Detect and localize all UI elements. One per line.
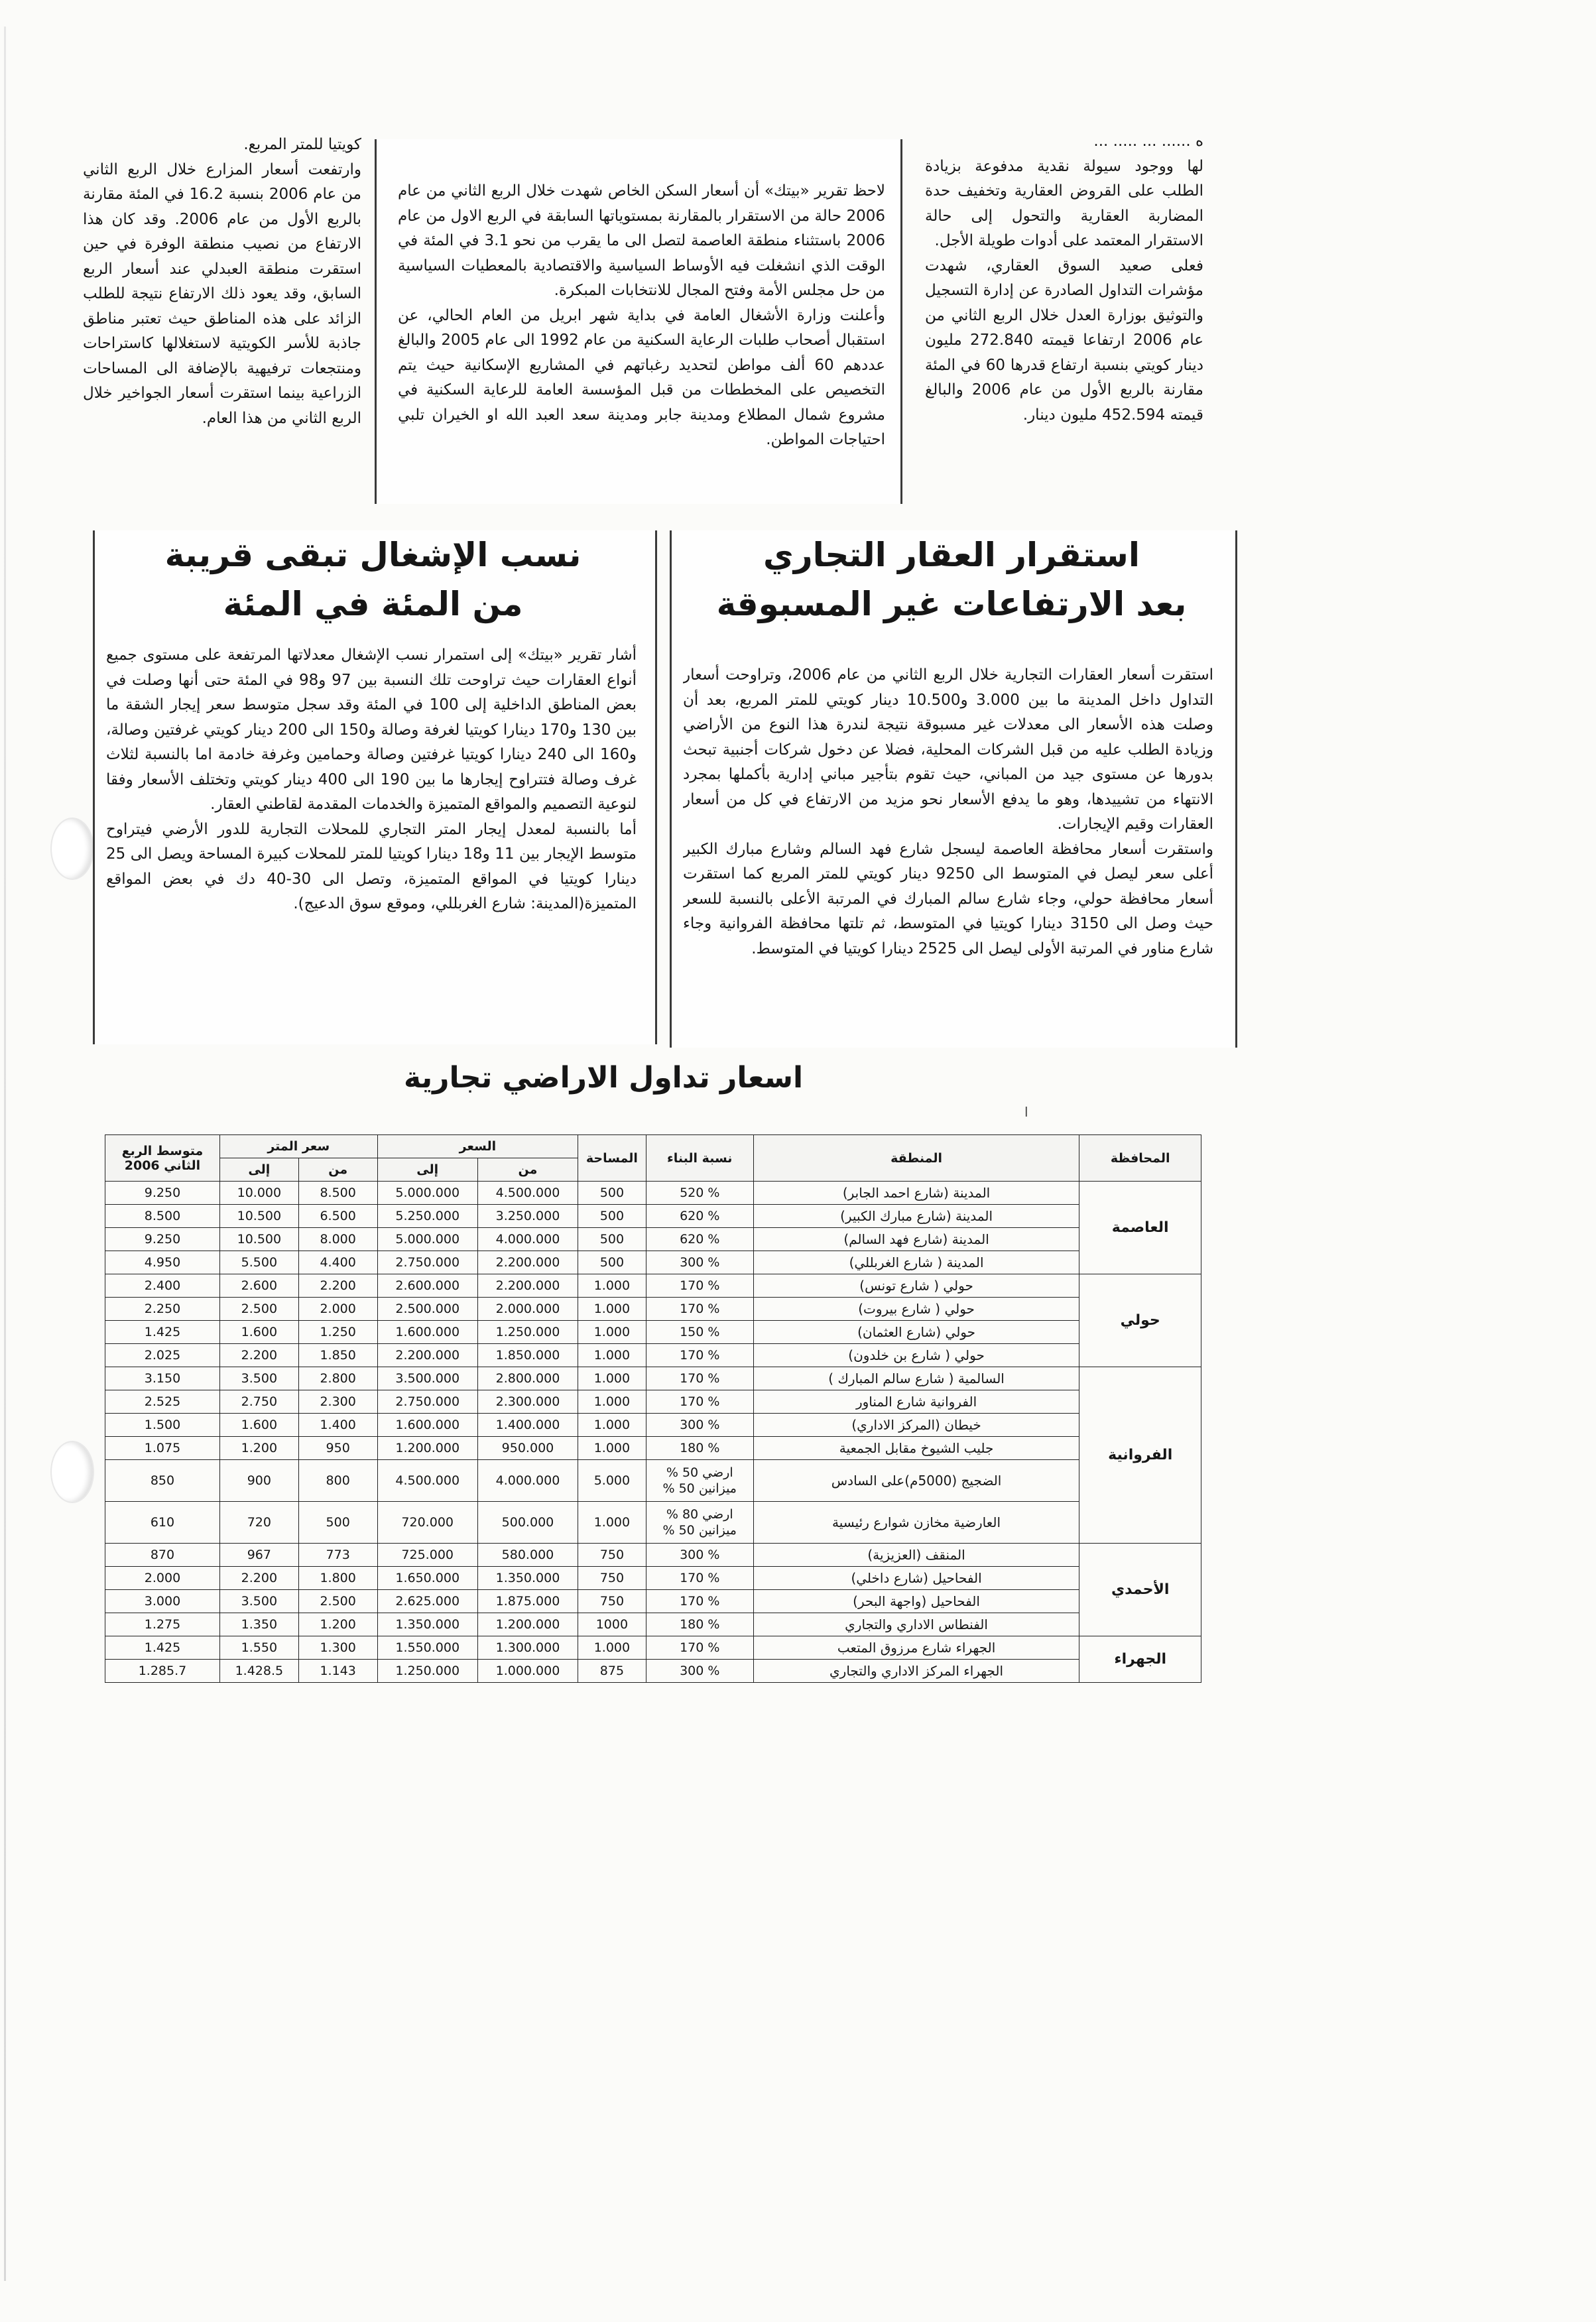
cell-meter-to: 1.428.5	[219, 1660, 298, 1683]
cell-meter-from: 1.300	[298, 1636, 377, 1660]
cell-build-ratio: % 180	[646, 1437, 753, 1460]
cell-area: حولي (شارع العثمان)	[753, 1321, 1079, 1344]
cell-area: حولي ( شارع بن خلدون)	[753, 1344, 1079, 1367]
cell-meter-from: 8.500	[298, 1182, 377, 1205]
table-row	[105, 1460, 1201, 1502]
cell-price-to: 5.000.000	[377, 1228, 477, 1251]
cell-average: 2.025	[105, 1344, 220, 1367]
cell-area: حولي ( شارع بيروت)	[753, 1298, 1079, 1321]
cell-meter-to: 2.500	[219, 1298, 298, 1321]
cell-meter-from: 1.250	[298, 1321, 377, 1344]
cell-build-ratio: % 300	[646, 1414, 753, 1437]
cell-price-from: 2.000.000	[477, 1298, 578, 1321]
top-middle-column	[398, 179, 885, 497]
cell-price-to: 1.550.000	[377, 1636, 477, 1660]
cell-meter-to: 2.600	[219, 1274, 298, 1298]
header-price: السعر	[377, 1135, 578, 1158]
cell-price-to: 2.625.000	[377, 1590, 477, 1613]
punch-hole-bottom	[52, 1442, 93, 1502]
cell-build-ratio: % 620	[646, 1228, 753, 1251]
punch-hole-top	[52, 819, 93, 879]
table-row	[105, 1274, 1201, 1298]
cell-meter-to: 3.500	[219, 1590, 298, 1613]
table-row	[105, 1567, 1201, 1590]
cell-price-from: 580.000	[477, 1544, 578, 1567]
cell-meter-from: 6.500	[298, 1205, 377, 1228]
table-row	[105, 1437, 1201, 1460]
header-price-per-meter: سعر المتر	[219, 1135, 377, 1158]
table-row	[105, 1251, 1201, 1274]
cell-area: خيطان (المركز الاداري)	[753, 1414, 1079, 1437]
occupancy-article-text: أشار تقرير «بيتك» إلى استمرار نسب الإشغال معدلاتها المرتفعة على مستوى جميع أنواع العقارات حيث تراوحت تلك النسبة بين 97 و98 في المئة حتى أنها وصلت في بعض المناطق الداخلية إلى 100 في المئة وقد سجل متوسط سعر إيجار الشقة ما بين 130 و170 دينارا كويتيا لغرفة وصالة و150 الى 200 دينار كويتي غرفتين وصالة، و160 الى 240 دينارا كويتيا غرفتين وصالة وحمامين وغرفة خادمة اما بالنسبة لثلاث غرف وصالة فتتراوح إيجارها ما بين 190 الى 400 دينار كويتي وتختلف الأسعار وفقا لنوعية التصميم والمواقع المتميزة والخدمات المقدمة لقاطني العقار. أما بالنسبة لمعدل إيجار المتر التجاري للمحلات التجارية للدور الأرضي فيتراوح متوسط الإيجار بين 11 و18 دينارا كويتيا للمتر للمحلات كبيرة المساحة ويصل الى 25 دينارا كويتيا في المواقع المتميزة، وتصل الى 30-40 دك في بعض المواقع المتميزة(المدينة: شارع الغربللي، وموقع سوق الدعيج).	[106, 646, 637, 912]
cell-size: 500	[578, 1205, 646, 1228]
cell-build-ratio: % 620	[646, 1205, 753, 1228]
top-right-column	[925, 129, 1203, 514]
cell-price-from: 1.400.000	[477, 1414, 578, 1437]
cell-area: الضجيج (5000م)على السادس	[753, 1460, 1079, 1502]
cell-size: 750	[578, 1590, 646, 1613]
cell-meter-from: 950	[298, 1437, 377, 1460]
cell-size: 500	[578, 1182, 646, 1205]
cell-area: الفروانية شارع المناور	[753, 1390, 1079, 1414]
cell-meter-to: 3.500	[219, 1367, 298, 1390]
top-right-column-text: ه ...... ... ..... ... لها ووجود سيولة نقدية مدفوعة بزيادة الطلب على القروض العقارية وتخفيف حدة المضاربة العقارية والتحول إلى حالة الاستقرار المعتمد على أدوات طويلة الأجل. فعلى صعيد السوق العقاري، شهدت مؤشرات التداول الصادرة عن إدارة التسجيل والتوثيق بوزارة العدل خلال الربع الثاني من عام 2006 ارتفاعا قيمته 272.840 مليون دينار كويتي بنسبة ارتفاع قدرها 60 في المئة مقارنة بالربع الأول من عام 2006 والبالغ قيمته 452.594 مليون دينار.	[925, 133, 1203, 424]
commercial-article-text: استقرت أسعار العقارات التجارية خلال الربع الثاني من عام 2006، وتراوحت أسعار التداول داخل المدينة ما بين 3.000 و10.500 دينار كويتي للمتر المربع، بعد أن وصلت هذه الأسعار الى معدلات غير مسبوقة نتيجة لندرة هذا النوع من الأراضي وزيادة الطلب عليه من قبل الشركات المحلية، فضلا عن دخول شركات أجنبية تبحث بدورها عن مستوى جيد من المباني، حيث تقوم بتأجير مباني إدارية بأكملها بمجرد الانتهاء من تشييدها، وهو ما يدفع الأسعار نحو مزيد من الارتفاع في كل من أسعار العقارات وقيم الإيجارات. واستقرت أسعار محافظة العاصمة ليسجل شارع فهد السالم وشارع مبارك الكبير أعلى سعر ليصل في المتوسط الى 9250 دينار كويتي للمتر المربع كما استقرت أسعار محافظة حولي، وجاء شارع سالم المبارك في المرتبة الأعلى بالنسبة للسعر حيث وصل الى 3150 دينارا كويتيا في المتوسط، ثم تلتها محافظة الفروانية وجاء شارع مناور في المرتبة الأولى ليصل الى 2525 دينارا كويتيا في المتوسط.	[683, 666, 1213, 957]
cell-average: 4.950	[105, 1251, 220, 1274]
scan-edge	[4, 27, 6, 2281]
cell-price-from: 4.000.000	[477, 1228, 578, 1251]
cell-size: 875	[578, 1660, 646, 1683]
header-price-from: من	[477, 1158, 578, 1182]
cell-meter-to: 10.500	[219, 1228, 298, 1251]
cell-build-ratio: % 170	[646, 1590, 753, 1613]
cell-area: السالمية ( شارع سالم المبارك )	[753, 1367, 1079, 1390]
cell-price-to: 3.500.000	[377, 1367, 477, 1390]
cell-price-to: 1.650.000	[377, 1567, 477, 1590]
table-row	[105, 1544, 1201, 1567]
cell-average: 9.250	[105, 1228, 220, 1251]
cell-price-to: 2.750.000	[377, 1390, 477, 1414]
cell-size: 1.000	[578, 1344, 646, 1367]
cell-meter-to: 720	[219, 1502, 298, 1544]
occupancy-headline-line2: من المئة في المئة	[223, 585, 523, 623]
header-meter-to: إلى	[219, 1158, 298, 1182]
cell-average: 2.525	[105, 1390, 220, 1414]
table-row	[105, 1390, 1201, 1414]
cell-meter-from: 2.000	[298, 1298, 377, 1321]
commercial-article-body	[683, 663, 1213, 1034]
cell-area: المنقف (العزيزية)	[753, 1544, 1079, 1567]
cell-meter-to: 967	[219, 1544, 298, 1567]
cell-size: 750	[578, 1567, 646, 1590]
cell-price-from: 500.000	[477, 1502, 578, 1544]
cell-average: 610	[105, 1502, 220, 1544]
cell-meter-to: 1.550	[219, 1636, 298, 1660]
table-header-row	[105, 1135, 1201, 1158]
cell-size: 1.000	[578, 1636, 646, 1660]
cell-price-to: 1.250.000	[377, 1660, 477, 1683]
land-prices-table	[105, 1134, 1201, 1683]
cell-meter-from: 773	[298, 1544, 377, 1567]
top-middle-column-text: لاحظ تقرير «بيتك» أن أسعار السكن الخاص شهدت خلال الربع الثاني من عام 2006 حالة من الاستقرار بالمقارنة بمستوياتها السابقة في الربع الاول من عام 2006 باستثناء منطقة العاصمة لتصل الى ما يقرب من نحو 3.1 في المئة في الوقت الذي انشغلت فيه الأوساط السياسية والاقتصادية بالمعطيات السياسية من حل مجلس الأمة وفتح المجال للانتخابات المبكرة. وأعلنت وزارة الأشغال العامة في بداية شهر ابريل من العام الحالي، عن استقبال أصحاب طلبات الرعاية السكنية من عام 1992 الى عام 2005 والبالغ عددهم 60 ألف مواطن لتحديد رغباتهم في المشاريع الإسكانية حيث يتم التخصيص على المخططات من قبل المؤسسة العامة للرعاية السكنية في مشروع شمال المطلاع ومدينة جابر ومدينة سعد العبد الله او الخيران تلبي احتياجات المواطن.	[398, 182, 885, 448]
cell-meter-to: 10.500	[219, 1205, 298, 1228]
cell-build-ratio: % 170	[646, 1390, 753, 1414]
table-row	[105, 1205, 1201, 1228]
table-title: اسعار تداول الاراضي تجارية	[403, 1061, 804, 1095]
cell-average: 2.400	[105, 1274, 220, 1298]
cell-build-ratio: % 170	[646, 1344, 753, 1367]
cell-price-from: 1.200.000	[477, 1613, 578, 1636]
cell-price-to: 5.000.000	[377, 1182, 477, 1205]
cell-size: 500	[578, 1251, 646, 1274]
cell-price-to: 4.500.000	[377, 1460, 477, 1502]
cell-price-to: 1.350.000	[377, 1613, 477, 1636]
cell-price-from: 1.300.000	[477, 1636, 578, 1660]
cell-average: 1.425	[105, 1636, 220, 1660]
cell-meter-from: 2.500	[298, 1590, 377, 1613]
cell-build-ratio: % 180	[646, 1613, 753, 1636]
header-size: المساحة	[578, 1135, 646, 1182]
cell-size: 500	[578, 1228, 646, 1251]
cell-area: الفحاحيل (شارع داخلي)	[753, 1567, 1079, 1590]
cell-price-from: 1.850.000	[477, 1344, 578, 1367]
cell-size: 1.000	[578, 1367, 646, 1390]
cell-meter-to: 2.200	[219, 1344, 298, 1367]
cell-meter-from: 2.200	[298, 1274, 377, 1298]
table-row	[105, 1660, 1201, 1683]
cell-size: 1.000	[578, 1437, 646, 1460]
cell-price-from: 2.800.000	[477, 1367, 578, 1390]
header-price-to: إلى	[377, 1158, 477, 1182]
cell-build-ratio: % 520	[646, 1182, 753, 1205]
cell-price-from: 950.000	[477, 1437, 578, 1460]
cell-meter-to: 1.200	[219, 1437, 298, 1460]
occupancy-headline	[99, 530, 646, 629]
cell-build-ratio: % 300	[646, 1251, 753, 1274]
cell-average: 1.285.7	[105, 1660, 220, 1683]
commercial-headline	[676, 530, 1227, 629]
cell-average: 1.075	[105, 1437, 220, 1460]
cell-area: حولي ( شارع تونس)	[753, 1274, 1079, 1298]
occupancy-headline-line1: نسب الإشغال تبقى قريبة	[164, 536, 582, 574]
cell-area: العارضية مخازن شوارع رئيسية	[753, 1502, 1079, 1544]
cell-price-to: 5.250.000	[377, 1205, 477, 1228]
table-row	[105, 1298, 1201, 1321]
cell-area: الفنطاس الاداري والتجاري	[753, 1613, 1079, 1636]
cell-price-from: 4.000.000	[477, 1460, 578, 1502]
table-row	[105, 1321, 1201, 1344]
cell-price-to: 720.000	[377, 1502, 477, 1544]
cell-area: المدينة (شارع احمد الجابر)	[753, 1182, 1079, 1205]
top-left-column	[83, 133, 361, 517]
cell-build-ratio: % 300	[646, 1660, 753, 1683]
cell-governorate: حولي	[1079, 1274, 1201, 1367]
cell-price-from: 1.000.000	[477, 1660, 578, 1683]
cell-size: 1.000	[578, 1321, 646, 1344]
cell-average: 1.275	[105, 1613, 220, 1636]
cell-governorate: الجهراء	[1079, 1636, 1201, 1683]
cell-meter-from: 4.400	[298, 1251, 377, 1274]
table-row	[105, 1367, 1201, 1390]
cell-meter-to: 1.350	[219, 1613, 298, 1636]
cell-price-to: 2.500.000	[377, 1298, 477, 1321]
cell-price-from: 1.875.000	[477, 1590, 578, 1613]
cell-price-from: 3.250.000	[477, 1205, 578, 1228]
commercial-headline-line1: استقرار العقار التجاري	[763, 536, 1140, 574]
cell-average: 1.500	[105, 1414, 220, 1437]
cell-average: 870	[105, 1544, 220, 1567]
commercial-headline-line2: بعد الارتفاعات غير المسبوقة	[716, 585, 1187, 623]
cell-governorate: الفروانية	[1079, 1367, 1201, 1544]
cell-meter-to: 2.200	[219, 1567, 298, 1590]
cell-meter-to: 5.500	[219, 1251, 298, 1274]
cell-build-ratio: % 170	[646, 1298, 753, 1321]
table-row	[105, 1344, 1201, 1367]
cell-price-from: 2.200.000	[477, 1251, 578, 1274]
table-row	[105, 1502, 1201, 1544]
cell-meter-to: 10.000	[219, 1182, 298, 1205]
cell-area: الجهراء المركز الاداري والتجاري	[753, 1660, 1079, 1683]
header-build-ratio: نسبة البناء	[646, 1135, 753, 1182]
cell-meter-from: 1.400	[298, 1414, 377, 1437]
cell-price-from: 4.500.000	[477, 1182, 578, 1205]
cell-meter-from: 1.800	[298, 1567, 377, 1590]
cell-meter-to: 900	[219, 1460, 298, 1502]
cell-price-to: 2.200.000	[377, 1344, 477, 1367]
cell-meter-from: 1.200	[298, 1613, 377, 1636]
cell-area: المدينة (شارع فهد السالم)	[753, 1228, 1079, 1251]
cell-average: 1.425	[105, 1321, 220, 1344]
table-row	[105, 1590, 1201, 1613]
cell-area: المدينة (شارع مبارك الكبير)	[753, 1205, 1079, 1228]
cell-meter-to: 1.600	[219, 1321, 298, 1344]
table-row	[105, 1414, 1201, 1437]
cell-meter-from: 1.850	[298, 1344, 377, 1367]
cell-average: 2.000	[105, 1567, 220, 1590]
cell-build-ratio: % 170	[646, 1274, 753, 1298]
table-row	[105, 1613, 1201, 1636]
table-row	[105, 1228, 1201, 1251]
cell-area: جليب الشيوخ مقابل الجمعية	[753, 1437, 1079, 1460]
cell-size: 1000	[578, 1613, 646, 1636]
cell-average: 3.000	[105, 1590, 220, 1613]
cell-build-ratio: % 150	[646, 1321, 753, 1344]
cell-build-ratio: % 170	[646, 1567, 753, 1590]
cell-build-ratio: ارضي 50 % ميزانين 50 %	[646, 1460, 753, 1502]
cell-build-ratio: % 170	[646, 1636, 753, 1660]
cell-area: المدينة ( شارع الغربللي)	[753, 1251, 1079, 1274]
cell-price-from: 2.200.000	[477, 1274, 578, 1298]
cell-size: 1.000	[578, 1298, 646, 1321]
cell-price-from: 2.300.000	[477, 1390, 578, 1414]
cell-size: 1.000	[578, 1502, 646, 1544]
cell-meter-from: 8.000	[298, 1228, 377, 1251]
cell-build-ratio: % 300	[646, 1544, 753, 1567]
cell-price-from: 1.250.000	[477, 1321, 578, 1344]
cell-meter-from: 1.143	[298, 1660, 377, 1683]
cell-average: 850	[105, 1460, 220, 1502]
cell-meter-from: 500	[298, 1502, 377, 1544]
cell-size: 1.000	[578, 1274, 646, 1298]
cell-governorate: الأحمدي	[1079, 1544, 1201, 1636]
cell-price-to: 1.600.000	[377, 1414, 477, 1437]
cell-price-to: 2.750.000	[377, 1251, 477, 1274]
cell-size: 750	[578, 1544, 646, 1567]
occupancy-article-body	[106, 643, 637, 1034]
stray-mark: ا	[1024, 1104, 1028, 1120]
header-area: المنطقة	[753, 1135, 1079, 1182]
top-left-column-text: كويتيا للمتر المربع. وارتفعت أسعار المزارع خلال الربع الثاني من عام 2006 بنسبة 16.2 في المئة مقارنة بالربع الأول من عام 2006. وقد كان هذا الارتفاع من نصيب منطقة الوفرة في حين استقرت منطقة العبدلي عند أسعار الربع السابق، وقد يعود ذلك الارتفاع نتيجة للطلب الزائد على هذه المناطق حيث تعتبر مناطق جاذبة للأسر الكويتية لاستغلالها كاستراحات ومنتجعات ترفيهية بالإضافة الى المساحات الزراعية بينما استقرت أسعار الجواخير خلال الربع الثاني من هذا العام.	[83, 136, 361, 427]
header-governorate: المحافظة	[1079, 1135, 1201, 1182]
cell-price-to: 1.200.000	[377, 1437, 477, 1460]
cell-area: الفحاحيل (واجهة البحر)	[753, 1590, 1079, 1613]
cell-average: 3.150	[105, 1367, 220, 1390]
cell-price-from: 1.350.000	[477, 1567, 578, 1590]
cell-average: 2.250	[105, 1298, 220, 1321]
cell-size: 1.000	[578, 1390, 646, 1414]
cell-price-to: 1.600.000	[377, 1321, 477, 1344]
header-average: متوسط الربع الثاني 2006	[105, 1135, 220, 1182]
table-row	[105, 1636, 1201, 1660]
cell-size: 1.000	[578, 1414, 646, 1437]
cell-size: 5.000	[578, 1460, 646, 1502]
cell-meter-to: 2.750	[219, 1390, 298, 1414]
cell-build-ratio: % 170	[646, 1367, 753, 1390]
cell-average: 8.500	[105, 1205, 220, 1228]
cell-build-ratio: ارضي 80 % ميزانين 50 %	[646, 1502, 753, 1544]
header-meter-from: من	[298, 1158, 377, 1182]
cell-meter-from: 800	[298, 1460, 377, 1502]
cell-price-to: 2.600.000	[377, 1274, 477, 1298]
table-body	[105, 1182, 1201, 1683]
table-row	[105, 1182, 1201, 1205]
cell-meter-from: 2.300	[298, 1390, 377, 1414]
cell-governorate: العاصمة	[1079, 1182, 1201, 1274]
cell-average: 9.250	[105, 1182, 220, 1205]
cell-meter-from: 2.800	[298, 1367, 377, 1390]
cell-price-to: 725.000	[377, 1544, 477, 1567]
cell-meter-to: 1.600	[219, 1414, 298, 1437]
cell-area: الجهراء شارع مرزوق المتعب	[753, 1636, 1079, 1660]
